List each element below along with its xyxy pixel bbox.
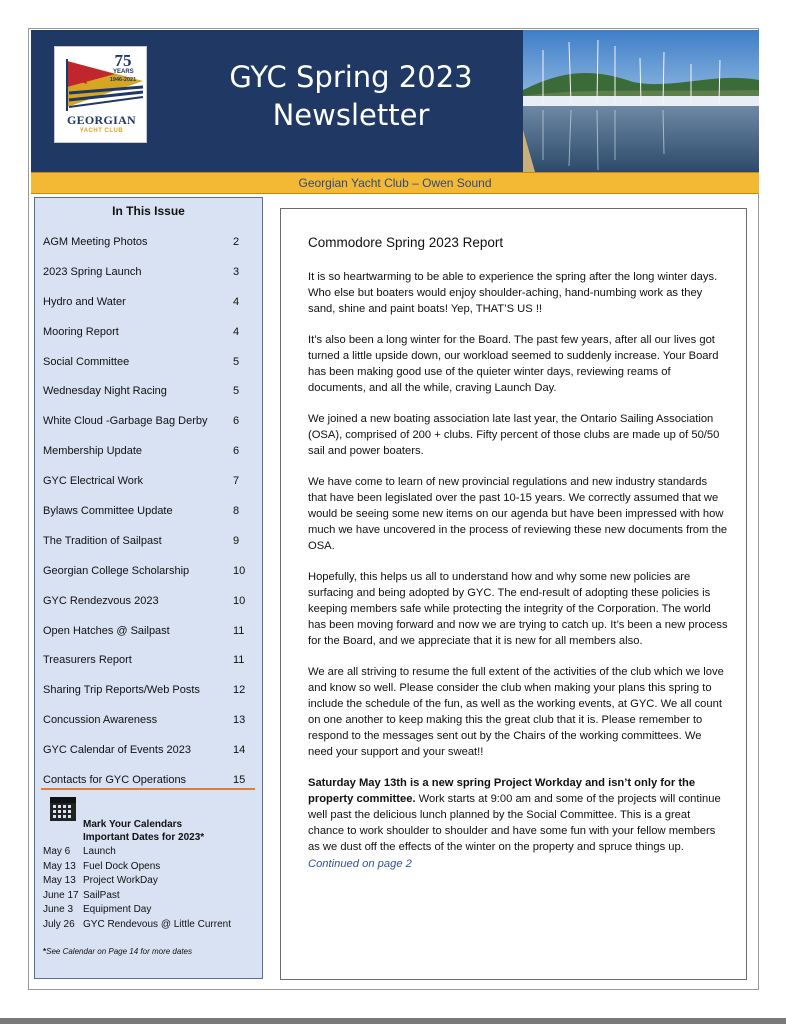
commodore-report-article: [280, 208, 747, 980]
header-banner: [31, 30, 759, 172]
toc-page: 13: [233, 714, 246, 727]
important-dates-list: [43, 845, 258, 932]
date: June 3: [43, 904, 74, 915]
newsletter-title: [161, 58, 541, 134]
logo-club-sub: YACHT CLUB: [79, 128, 124, 134]
toc-item[interactable]: [43, 470, 255, 500]
toc-item[interactable]: [43, 261, 255, 291]
toc-page: 4: [233, 325, 240, 338]
toc-label: Treasurers Report: [43, 654, 132, 667]
article-paragraph: We are all striving to resume the full extent of the activities of the club which we love and know so well. Please consider the club when making your plans this spring to include the schedule of the fun, as well as the working events, at GYC. We all count on one another to keep making this the great club that it is. Please remember to respond to the messages sent out by the Chairs of the working committees. We need your support and your sweat!!: [308, 666, 724, 758]
event: GYC Rendevous @ Little Current: [83, 918, 231, 930]
toc-divider: [41, 788, 255, 790]
toc-label: GYC Calendar of Events 2023: [43, 744, 191, 757]
toc-page: 6: [233, 445, 240, 458]
toc-label: The Tradition of Sailpast: [43, 534, 162, 547]
date-row: [43, 889, 258, 904]
toc-page: 7: [233, 475, 240, 488]
article-paragraph-workday: [308, 775, 728, 855]
header-subtitle-bar: [31, 172, 759, 194]
event: SailPast: [83, 889, 120, 901]
toc-label: 2023 Spring Launch: [43, 265, 142, 278]
event: Project WorkDay: [83, 875, 158, 886]
footnote-star: *: [43, 947, 47, 956]
toc-page: 10: [233, 564, 246, 577]
title-line-1: GYC Spring 2023: [229, 60, 473, 94]
toc-page: 3: [233, 265, 240, 278]
date: June 17: [43, 889, 79, 901]
toc-item[interactable]: [43, 709, 255, 739]
toc-page: 11: [233, 624, 245, 637]
toc-label: GYC Electrical Work: [43, 475, 144, 488]
date-row: [43, 903, 258, 918]
toc-item[interactable]: [43, 351, 255, 381]
toc-item[interactable]: [43, 231, 255, 261]
toc-item[interactable]: [43, 440, 255, 470]
toc-page: 6: [233, 415, 240, 428]
toc-item[interactable]: [43, 590, 255, 620]
toc-label: White Cloud -Garbage Bag Derby: [43, 415, 208, 428]
toc-item[interactable]: [43, 291, 255, 321]
logo-anniversary-number: 75: [114, 51, 132, 70]
date: July 26: [43, 918, 75, 930]
event: Fuel Dock Opens: [83, 860, 161, 872]
date-row: [43, 874, 258, 889]
article-body: [308, 269, 728, 872]
continued-link[interactable]: Continued on page 2: [308, 858, 412, 870]
dates-heading-line-2: Important Dates for 2023*: [83, 832, 205, 843]
header-subtitle: Georgian Yacht Club – Owen Sound: [298, 176, 492, 190]
article-paragraph: Hopefully, this helps us all to understand how and why some new policies are surfacing and being adopted by GYC. The end-result of adopting these policies is keeping members safe while protecting the integrity of the Corporation. The world has been moving forward and now we are trying to catch up. It’s been a new process for the Board, and we appreciate that it is new for all members also.: [308, 571, 728, 647]
toc-item[interactable]: [43, 500, 255, 530]
calendar-icon: [49, 796, 77, 822]
toc-label: Bylaws Committee Update: [43, 505, 173, 518]
toc-page: 10: [233, 594, 246, 607]
toc-label: Social Committee: [43, 355, 130, 368]
article-paragraph: We joined a new boating association late last year, the Ontario Sailing Association (OSA), comprised of 200 + clubs. Fifty percent of those clubs are made up of 50/50 sail and power boaters.: [308, 413, 720, 457]
logo-club-name: GEORGIAN: [66, 113, 137, 127]
date: May 13: [43, 875, 76, 886]
toc-label: Open Hatches @ Sailpast: [43, 624, 170, 637]
toc-item[interactable]: [43, 560, 255, 590]
toc-item[interactable]: [43, 739, 255, 769]
toc-label: Georgian College Scholarship: [43, 564, 190, 577]
toc-label: Wednesday Night Racing: [43, 385, 167, 398]
toc-item[interactable]: [43, 380, 255, 410]
toc-label: GYC Rendezvous 2023: [43, 594, 159, 607]
date: May 13: [43, 860, 76, 872]
toc-item[interactable]: [43, 530, 255, 560]
toc-label: Mooring Report: [43, 325, 119, 338]
marina-photo: [523, 30, 759, 172]
workday-lead: Saturday May 13th is a new spring Project Workday and isn’t only for the property committee.: [308, 777, 696, 805]
toc-page: 12: [233, 684, 246, 697]
toc-item[interactable]: [43, 769, 255, 799]
toc-item[interactable]: [43, 679, 255, 709]
club-logo: [54, 46, 147, 143]
toc-page: 8: [233, 505, 240, 518]
toc-page: 14: [233, 744, 246, 757]
toc-item[interactable]: [43, 321, 255, 351]
sidebar-in-this-issue: [34, 197, 263, 979]
date-row: [43, 918, 258, 933]
event: Launch: [83, 846, 116, 857]
logo-dates: 1946-2021: [109, 77, 137, 83]
toc-label: Contacts for GYC Operations: [43, 774, 187, 787]
footnote-text: See Calendar on Page 14 for more dates: [46, 947, 192, 956]
event: Equipment Day: [83, 904, 152, 915]
article-paragraph: We have come to learn of new provincial regulations and new industry standards that have been legislated over the past 10-15 years. We correctly assumed that we would be seeing some new items on our agenda but have been impressed with how much we have uncovered in the process of reviewing these new documents from the OSA.: [308, 476, 728, 552]
toc-page: 2: [233, 236, 240, 248]
toc-page: 11: [233, 654, 245, 667]
toc-label: Membership Update: [43, 445, 143, 458]
toc-page: 15: [233, 774, 246, 787]
date-row: [43, 845, 258, 860]
bottom-strip: [0, 1018, 786, 1024]
toc-item[interactable]: [43, 410, 255, 440]
toc-page: 5: [233, 385, 240, 398]
date: May 6: [43, 846, 71, 857]
toc-item[interactable]: [43, 620, 255, 650]
important-dates-heading: [83, 818, 253, 844]
logo-years-label: YEARS: [113, 69, 134, 75]
toc-label: Sharing Trip Reports/Web Posts: [43, 684, 200, 697]
toc-page: 5: [233, 355, 240, 368]
article-paragraph: It is so heartwarming to be able to experience the spring after the long winter days. Who else but boaters would enjoy shoulder-aching, hand-numbing work as they sand, shine and paint boats! Yep, THAT’S US !!: [308, 271, 718, 315]
toc-label: Hydro and Water: [43, 295, 126, 308]
article-paragraph: It’s also been a long winter for the Board. The past few years, after all our lives got turned a little upside down, our workload seemed to suddenly increase. Your Board has been making good use of the quieter winter days, reviewing reams of documents, and all the while, craving Launch Day.: [308, 334, 719, 394]
calendar-footnote: [43, 947, 258, 956]
table-of-contents: [43, 231, 255, 799]
workday-text: Work starts at 9:00 am and some of the projects will continue well past the delicious lunch planned by the Social Committee. This is a great chance to work shoulder to shoulder and have some fun with your fellow members as we dust off the effects of the winter on the property and spruce things up.: [308, 793, 721, 853]
title-line-2: Newsletter: [272, 98, 430, 132]
toc-label: Concussion Awareness: [43, 714, 158, 727]
toc-item[interactable]: [43, 649, 255, 679]
toc-page: 4: [233, 295, 240, 308]
toc-label: AGM Meeting Photos: [43, 236, 148, 248]
sidebar-title: In This Issue: [112, 204, 185, 218]
toc-page: 9: [233, 534, 240, 547]
dates-heading-line-1: Mark Your Calendars: [83, 819, 183, 830]
article-title: Commodore Spring 2023 Report: [308, 235, 504, 250]
date-row: [43, 860, 258, 875]
